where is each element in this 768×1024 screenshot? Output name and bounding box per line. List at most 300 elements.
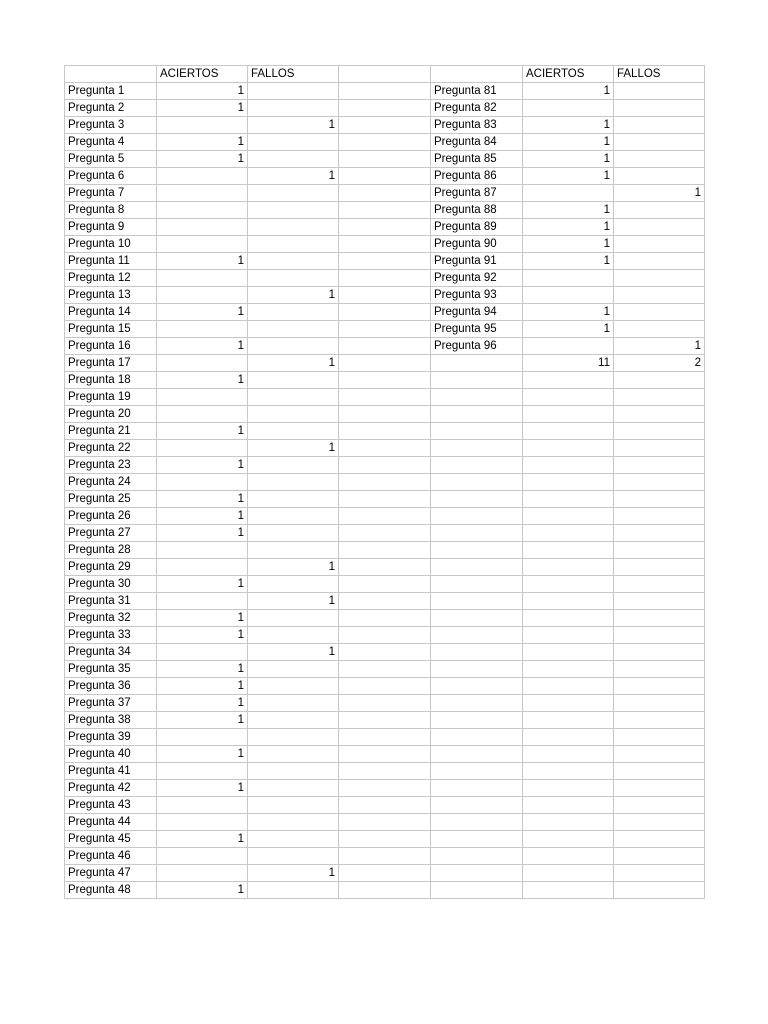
table-row xyxy=(65,185,705,202)
left-aciertos-cell xyxy=(157,185,248,202)
right-question-cell xyxy=(431,542,523,559)
right-fallos-cell: 2 xyxy=(614,355,705,372)
left-question-cell: Pregunta 1 xyxy=(65,83,157,100)
left-question-cell: Pregunta 22 xyxy=(65,440,157,457)
right-aciertos-cell xyxy=(523,406,614,423)
spacer-cell xyxy=(339,355,431,372)
table-row xyxy=(65,508,705,525)
right-fallos-cell xyxy=(614,134,705,151)
right-fallos-cell xyxy=(614,440,705,457)
spacer-cell xyxy=(339,457,431,474)
table-row xyxy=(65,542,705,559)
right-aciertos-cell xyxy=(523,474,614,491)
left-aciertos-cell xyxy=(157,202,248,219)
table-row xyxy=(65,304,705,321)
left-question-cell: Pregunta 12 xyxy=(65,270,157,287)
right-question-cell xyxy=(431,780,523,797)
left-question-cell: Pregunta 32 xyxy=(65,610,157,627)
table-row xyxy=(65,525,705,542)
spacer-cell xyxy=(339,661,431,678)
left-question-cell: Pregunta 11 xyxy=(65,253,157,270)
table-row xyxy=(65,253,705,270)
left-question-cell: Pregunta 7 xyxy=(65,185,157,202)
left-aciertos-cell: 1 xyxy=(157,151,248,168)
right-question-cell: Pregunta 88 xyxy=(431,202,523,219)
left-aciertos-cell: 1 xyxy=(157,695,248,712)
table-row xyxy=(65,83,705,100)
left-question-cell: Pregunta 40 xyxy=(65,746,157,763)
right-question-cell: Pregunta 84 xyxy=(431,134,523,151)
left-question-cell: Pregunta 3 xyxy=(65,117,157,134)
header-cell-right-fallos: FALLOS xyxy=(614,66,705,83)
left-question-cell: Pregunta 34 xyxy=(65,644,157,661)
table-row xyxy=(65,117,705,134)
left-question-cell: Pregunta 14 xyxy=(65,304,157,321)
table-row xyxy=(65,219,705,236)
right-question-cell: Pregunta 92 xyxy=(431,270,523,287)
left-fallos-cell: 1 xyxy=(248,287,339,304)
left-fallos-cell xyxy=(248,695,339,712)
spacer-cell xyxy=(339,253,431,270)
right-question-cell xyxy=(431,440,523,457)
left-aciertos-cell xyxy=(157,236,248,253)
right-question-cell xyxy=(431,644,523,661)
table-row xyxy=(65,321,705,338)
right-question-cell: Pregunta 81 xyxy=(431,83,523,100)
left-aciertos-cell: 1 xyxy=(157,253,248,270)
right-aciertos-cell: 1 xyxy=(523,151,614,168)
table-row xyxy=(65,627,705,644)
right-question-cell: Pregunta 86 xyxy=(431,168,523,185)
right-aciertos-cell xyxy=(523,882,614,899)
spacer-cell xyxy=(339,168,431,185)
right-aciertos-cell xyxy=(523,661,614,678)
right-fallos-cell xyxy=(614,457,705,474)
left-fallos-cell xyxy=(248,151,339,168)
right-aciertos-cell: 1 xyxy=(523,219,614,236)
right-fallos-cell xyxy=(614,746,705,763)
spacer-cell xyxy=(339,729,431,746)
table-row xyxy=(65,644,705,661)
left-question-cell: Pregunta 43 xyxy=(65,797,157,814)
table-row xyxy=(65,202,705,219)
right-question-cell xyxy=(431,729,523,746)
left-fallos-cell xyxy=(248,372,339,389)
spacer-cell xyxy=(339,372,431,389)
left-question-cell: Pregunta 30 xyxy=(65,576,157,593)
right-fallos-cell xyxy=(614,644,705,661)
left-aciertos-cell: 1 xyxy=(157,83,248,100)
spacer-cell xyxy=(339,797,431,814)
table-row xyxy=(65,678,705,695)
left-fallos-cell xyxy=(248,406,339,423)
left-fallos-cell xyxy=(248,219,339,236)
table-row xyxy=(65,729,705,746)
right-fallos-cell xyxy=(614,83,705,100)
left-fallos-cell xyxy=(248,627,339,644)
left-question-cell: Pregunta 38 xyxy=(65,712,157,729)
right-fallos-cell xyxy=(614,882,705,899)
left-aciertos-cell: 1 xyxy=(157,882,248,899)
table-row xyxy=(65,287,705,304)
right-question-cell: Pregunta 93 xyxy=(431,287,523,304)
right-aciertos-cell: 1 xyxy=(523,202,614,219)
left-question-cell: Pregunta 10 xyxy=(65,236,157,253)
right-question-cell xyxy=(431,678,523,695)
spacer-cell xyxy=(339,185,431,202)
right-fallos-cell xyxy=(614,814,705,831)
right-fallos-cell xyxy=(614,542,705,559)
left-aciertos-cell xyxy=(157,440,248,457)
header-cell-left-fallos: FALLOS xyxy=(248,66,339,83)
right-question-cell xyxy=(431,712,523,729)
spacer-cell xyxy=(339,763,431,780)
right-aciertos-cell xyxy=(523,678,614,695)
right-aciertos-cell xyxy=(523,593,614,610)
spacer-cell xyxy=(339,236,431,253)
left-aciertos-cell: 1 xyxy=(157,576,248,593)
spacer-cell xyxy=(339,423,431,440)
left-question-cell: Pregunta 45 xyxy=(65,831,157,848)
table-row xyxy=(65,440,705,457)
right-fallos-cell xyxy=(614,678,705,695)
table-row xyxy=(65,372,705,389)
table-row xyxy=(65,746,705,763)
left-fallos-cell xyxy=(248,797,339,814)
right-fallos-cell xyxy=(614,100,705,117)
table-row xyxy=(65,423,705,440)
left-fallos-cell xyxy=(248,321,339,338)
right-fallos-cell xyxy=(614,287,705,304)
spacer-cell xyxy=(339,134,431,151)
spacer-cell xyxy=(339,338,431,355)
left-aciertos-cell xyxy=(157,321,248,338)
left-question-cell: Pregunta 4 xyxy=(65,134,157,151)
left-question-cell: Pregunta 46 xyxy=(65,848,157,865)
left-aciertos-cell xyxy=(157,270,248,287)
left-fallos-cell xyxy=(248,491,339,508)
right-question-cell: Pregunta 89 xyxy=(431,219,523,236)
right-question-cell xyxy=(431,797,523,814)
right-question-cell xyxy=(431,610,523,627)
right-fallos-cell xyxy=(614,474,705,491)
left-question-cell: Pregunta 33 xyxy=(65,627,157,644)
spacer-cell xyxy=(339,117,431,134)
right-aciertos-cell: 1 xyxy=(523,236,614,253)
right-fallos-cell xyxy=(614,831,705,848)
right-question-cell xyxy=(431,882,523,899)
left-aciertos-cell: 1 xyxy=(157,746,248,763)
table-row xyxy=(65,474,705,491)
left-aciertos-cell: 1 xyxy=(157,627,248,644)
spacer-cell xyxy=(339,100,431,117)
spacer-cell xyxy=(339,848,431,865)
right-question-cell xyxy=(431,848,523,865)
table-row xyxy=(65,610,705,627)
left-fallos-cell xyxy=(248,542,339,559)
left-aciertos-cell xyxy=(157,848,248,865)
spacer-cell xyxy=(339,627,431,644)
table-row xyxy=(65,797,705,814)
right-aciertos-cell xyxy=(523,525,614,542)
right-question-cell xyxy=(431,763,523,780)
right-question-cell: Pregunta 94 xyxy=(431,304,523,321)
right-question-cell xyxy=(431,355,523,372)
right-question-cell xyxy=(431,627,523,644)
header-cell-right-aciertos: ACIERTOS xyxy=(523,66,614,83)
right-fallos-cell xyxy=(614,219,705,236)
left-aciertos-cell: 1 xyxy=(157,831,248,848)
spacer-cell xyxy=(339,219,431,236)
left-aciertos-cell xyxy=(157,865,248,882)
table-row xyxy=(65,593,705,610)
left-fallos-cell xyxy=(248,202,339,219)
spacer-cell xyxy=(339,304,431,321)
left-aciertos-cell xyxy=(157,797,248,814)
left-question-cell: Pregunta 27 xyxy=(65,525,157,542)
right-question-cell: Pregunta 90 xyxy=(431,236,523,253)
right-question-cell xyxy=(431,593,523,610)
right-aciertos-cell xyxy=(523,814,614,831)
right-fallos-cell xyxy=(614,627,705,644)
left-fallos-cell: 1 xyxy=(248,355,339,372)
right-aciertos-cell xyxy=(523,797,614,814)
right-question-cell: Pregunta 95 xyxy=(431,321,523,338)
right-fallos-cell xyxy=(614,593,705,610)
right-aciertos-cell xyxy=(523,287,614,304)
left-fallos-cell xyxy=(248,831,339,848)
left-question-cell: Pregunta 6 xyxy=(65,168,157,185)
right-aciertos-cell xyxy=(523,780,614,797)
right-fallos-cell: 1 xyxy=(614,338,705,355)
left-aciertos-cell: 1 xyxy=(157,780,248,797)
right-fallos-cell xyxy=(614,406,705,423)
right-question-cell xyxy=(431,865,523,882)
left-fallos-cell xyxy=(248,83,339,100)
right-fallos-cell xyxy=(614,610,705,627)
right-aciertos-cell: 1 xyxy=(523,321,614,338)
right-fallos-cell xyxy=(614,797,705,814)
spacer-cell xyxy=(339,831,431,848)
right-aciertos-cell xyxy=(523,644,614,661)
left-fallos-cell xyxy=(248,423,339,440)
spacer-cell xyxy=(339,508,431,525)
left-aciertos-cell: 1 xyxy=(157,678,248,695)
left-aciertos-cell: 1 xyxy=(157,491,248,508)
left-question-cell: Pregunta 35 xyxy=(65,661,157,678)
right-aciertos-cell xyxy=(523,848,614,865)
spacer-cell xyxy=(339,593,431,610)
left-aciertos-cell xyxy=(157,389,248,406)
spacer-cell xyxy=(339,474,431,491)
spacer-cell xyxy=(339,525,431,542)
right-aciertos-cell: 11 xyxy=(523,355,614,372)
right-fallos-cell xyxy=(614,848,705,865)
right-question-cell xyxy=(431,559,523,576)
left-fallos-cell xyxy=(248,389,339,406)
left-question-cell: Pregunta 41 xyxy=(65,763,157,780)
results-table xyxy=(64,65,705,899)
right-fallos-cell xyxy=(614,763,705,780)
left-aciertos-cell: 1 xyxy=(157,100,248,117)
left-question-cell: Pregunta 44 xyxy=(65,814,157,831)
table-row xyxy=(65,134,705,151)
spacer-cell xyxy=(339,695,431,712)
spacer-cell xyxy=(339,644,431,661)
left-question-cell: Pregunta 8 xyxy=(65,202,157,219)
spacer-cell xyxy=(339,542,431,559)
left-aciertos-cell: 1 xyxy=(157,134,248,151)
right-fallos-cell xyxy=(614,151,705,168)
spacer-cell xyxy=(339,406,431,423)
left-question-cell: Pregunta 47 xyxy=(65,865,157,882)
left-fallos-cell: 1 xyxy=(248,117,339,134)
right-question-cell: Pregunta 82 xyxy=(431,100,523,117)
left-question-cell: Pregunta 28 xyxy=(65,542,157,559)
left-aciertos-cell xyxy=(157,406,248,423)
right-question-cell: Pregunta 96 xyxy=(431,338,523,355)
left-question-cell: Pregunta 29 xyxy=(65,559,157,576)
right-fallos-cell xyxy=(614,661,705,678)
right-fallos-cell xyxy=(614,270,705,287)
left-fallos-cell xyxy=(248,780,339,797)
left-fallos-cell xyxy=(248,134,339,151)
right-question-cell xyxy=(431,423,523,440)
right-question-cell xyxy=(431,474,523,491)
left-question-cell: Pregunta 5 xyxy=(65,151,157,168)
left-fallos-cell xyxy=(248,661,339,678)
left-question-cell: Pregunta 17 xyxy=(65,355,157,372)
left-aciertos-cell xyxy=(157,814,248,831)
spacer-cell xyxy=(339,746,431,763)
left-question-cell: Pregunta 15 xyxy=(65,321,157,338)
spacer-cell xyxy=(339,389,431,406)
right-question-cell xyxy=(431,576,523,593)
spacer-cell xyxy=(339,712,431,729)
right-fallos-cell xyxy=(614,253,705,270)
right-aciertos-cell xyxy=(523,576,614,593)
left-question-cell: Pregunta 23 xyxy=(65,457,157,474)
table-row xyxy=(65,491,705,508)
left-question-cell: Pregunta 9 xyxy=(65,219,157,236)
left-question-cell: Pregunta 26 xyxy=(65,508,157,525)
left-aciertos-cell: 1 xyxy=(157,423,248,440)
right-question-cell xyxy=(431,525,523,542)
table-row xyxy=(65,831,705,848)
left-question-cell: Pregunta 42 xyxy=(65,780,157,797)
spacer-cell xyxy=(339,202,431,219)
left-question-cell: Pregunta 31 xyxy=(65,593,157,610)
table-row xyxy=(65,236,705,253)
table-row xyxy=(65,780,705,797)
spacer-cell xyxy=(339,610,431,627)
right-aciertos-cell xyxy=(523,865,614,882)
right-fallos-cell xyxy=(614,202,705,219)
right-fallos-cell xyxy=(614,712,705,729)
table-row xyxy=(65,559,705,576)
spacer-cell xyxy=(339,559,431,576)
left-aciertos-cell: 1 xyxy=(157,508,248,525)
right-aciertos-cell xyxy=(523,270,614,287)
right-aciertos-cell: 1 xyxy=(523,134,614,151)
header-cell-left-question xyxy=(65,66,157,83)
right-aciertos-cell xyxy=(523,423,614,440)
table-row xyxy=(65,576,705,593)
table-row xyxy=(65,100,705,117)
right-question-cell xyxy=(431,814,523,831)
table-row xyxy=(65,848,705,865)
left-fallos-cell xyxy=(248,678,339,695)
left-aciertos-cell: 1 xyxy=(157,338,248,355)
left-fallos-cell xyxy=(248,474,339,491)
right-aciertos-cell: 1 xyxy=(523,117,614,134)
left-aciertos-cell xyxy=(157,729,248,746)
right-fallos-cell xyxy=(614,559,705,576)
table-row xyxy=(65,457,705,474)
left-question-cell: Pregunta 19 xyxy=(65,389,157,406)
right-fallos-cell xyxy=(614,423,705,440)
table-row xyxy=(65,406,705,423)
left-fallos-cell xyxy=(248,763,339,780)
right-question-cell xyxy=(431,457,523,474)
left-fallos-cell xyxy=(248,304,339,321)
spacer-cell xyxy=(339,321,431,338)
spacer-cell xyxy=(339,865,431,882)
left-fallos-cell xyxy=(248,253,339,270)
table-row xyxy=(65,712,705,729)
right-fallos-cell xyxy=(614,117,705,134)
right-aciertos-cell xyxy=(523,712,614,729)
right-aciertos-cell xyxy=(523,185,614,202)
table-row xyxy=(65,865,705,882)
table-row xyxy=(65,695,705,712)
table-row xyxy=(65,270,705,287)
table-row xyxy=(65,151,705,168)
left-question-cell: Pregunta 39 xyxy=(65,729,157,746)
left-aciertos-cell xyxy=(157,117,248,134)
right-aciertos-cell xyxy=(523,695,614,712)
right-fallos-cell xyxy=(614,491,705,508)
right-fallos-cell: 1 xyxy=(614,185,705,202)
table-row xyxy=(65,661,705,678)
right-question-cell xyxy=(431,372,523,389)
table-row xyxy=(65,355,705,372)
left-fallos-cell xyxy=(248,746,339,763)
right-aciertos-cell xyxy=(523,746,614,763)
right-fallos-cell xyxy=(614,695,705,712)
right-aciertos-cell xyxy=(523,491,614,508)
left-fallos-cell xyxy=(248,712,339,729)
left-fallos-cell xyxy=(248,508,339,525)
spacer-cell xyxy=(339,491,431,508)
spacer-cell xyxy=(339,678,431,695)
left-aciertos-cell: 1 xyxy=(157,304,248,321)
left-fallos-cell xyxy=(248,576,339,593)
spacer-cell xyxy=(339,882,431,899)
left-fallos-cell: 1 xyxy=(248,559,339,576)
left-fallos-cell: 1 xyxy=(248,865,339,882)
right-aciertos-cell: 1 xyxy=(523,304,614,321)
left-aciertos-cell xyxy=(157,593,248,610)
left-aciertos-cell xyxy=(157,474,248,491)
right-aciertos-cell xyxy=(523,389,614,406)
left-aciertos-cell: 1 xyxy=(157,372,248,389)
left-aciertos-cell xyxy=(157,542,248,559)
spacer-cell xyxy=(339,66,431,83)
left-aciertos-cell xyxy=(157,287,248,304)
left-question-cell: Pregunta 24 xyxy=(65,474,157,491)
table-row xyxy=(65,389,705,406)
